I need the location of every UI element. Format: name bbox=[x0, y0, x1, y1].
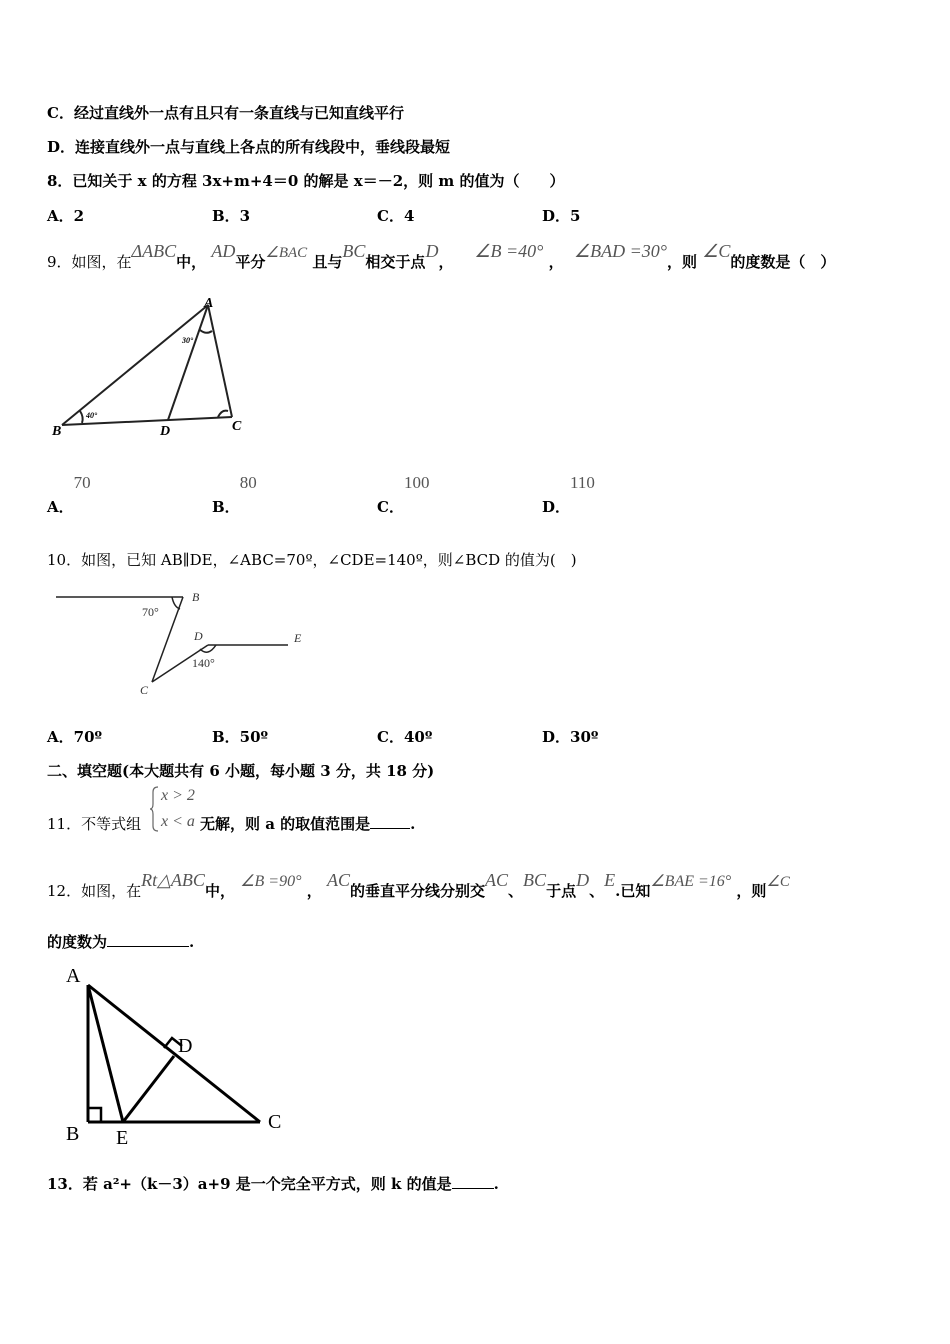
label-140: 140° bbox=[192, 656, 215, 670]
text: 13．若 a²+（k－3）a+9 是一个完全平方式，则 k 的值是 bbox=[47, 1175, 452, 1193]
letter: A． bbox=[47, 498, 74, 516]
q8-stem: 8．已知关于 x 的方程 3x+m+4＝0 的解是 x＝－2，则 m 的值为（ ） bbox=[47, 172, 565, 190]
text: ， bbox=[438, 253, 454, 271]
q8-option-c: C．4 bbox=[377, 207, 415, 225]
section-2-heading: 二、填空题(本大题共有 6 小题，每小题 3 分，共 18 分) bbox=[47, 762, 435, 780]
math: D bbox=[425, 241, 439, 261]
text: . bbox=[493, 1175, 499, 1193]
math: ∠C bbox=[702, 241, 731, 261]
label-angle-b: 40° bbox=[86, 411, 98, 420]
math: D bbox=[576, 870, 590, 890]
math: BC bbox=[523, 870, 547, 890]
text: . bbox=[410, 815, 416, 833]
q10-figure bbox=[50, 585, 310, 700]
value: 110 bbox=[570, 473, 595, 492]
math: AC bbox=[485, 870, 509, 890]
q10-option-c: C．40º bbox=[377, 728, 433, 746]
q8-option-a: A．2 bbox=[47, 207, 85, 225]
label-70: 70° bbox=[142, 605, 159, 619]
q7-option-d: D．连接直线外一点与直线上各点的所有线段中，垂线段最短 bbox=[47, 138, 451, 156]
text: 、 bbox=[589, 882, 605, 900]
text: 10．如图，已知 AB∥DE，∠ABC=70º，∠CDE=140º，则∠BCD 的值为( ) bbox=[47, 551, 577, 569]
text: 于点 bbox=[546, 882, 577, 900]
text: 的度数为 bbox=[47, 933, 108, 951]
text: . bbox=[189, 933, 195, 951]
label-c: C bbox=[140, 683, 149, 697]
letter: C． bbox=[377, 498, 404, 516]
math: BC bbox=[342, 241, 366, 261]
math: ΔABC bbox=[131, 241, 177, 261]
label-e: E bbox=[116, 1127, 129, 1149]
text: 11．不等式组 bbox=[47, 815, 142, 833]
q8-option-b: B．3 bbox=[212, 207, 251, 225]
q10-option-b: B．50º bbox=[212, 728, 269, 746]
math: ∠B =40° bbox=[474, 241, 544, 261]
text: 的度数是（ ） bbox=[730, 253, 836, 271]
q11-stem bbox=[47, 813, 415, 834]
label-b: B bbox=[52, 424, 62, 439]
math: ∠C bbox=[766, 874, 790, 890]
value: 70 bbox=[73, 473, 91, 492]
text: 、 bbox=[508, 882, 524, 900]
value: 80 bbox=[239, 473, 257, 492]
letter: B． bbox=[212, 498, 240, 516]
text: 12．如图，在 bbox=[47, 882, 142, 900]
label-b: B bbox=[66, 1123, 80, 1145]
math: ∠B =90° bbox=[240, 873, 302, 890]
label-d: D bbox=[178, 1035, 193, 1057]
q8-option-d: D．5 bbox=[542, 207, 581, 225]
q10-option-a: A．70º bbox=[47, 728, 103, 746]
answer-blank[interactable] bbox=[370, 828, 410, 829]
q9-option-b bbox=[212, 473, 257, 516]
text: ， bbox=[306, 882, 322, 900]
value: 100 bbox=[403, 473, 430, 492]
q9-stem bbox=[47, 241, 836, 272]
label-c: C bbox=[268, 1111, 282, 1133]
math: AC bbox=[326, 870, 350, 890]
q9-num: 9．如图，在 bbox=[47, 253, 132, 271]
text: 中， bbox=[204, 882, 235, 900]
label-a: A bbox=[66, 965, 81, 987]
letter: D． bbox=[542, 498, 571, 516]
label-c: C bbox=[232, 419, 242, 434]
inequality-1: x > 2 bbox=[161, 787, 195, 804]
inequality-2: x < a bbox=[161, 813, 195, 830]
label-d: D bbox=[160, 424, 171, 439]
text: 的垂直平分线分别交 bbox=[350, 882, 486, 900]
text: 相交于点 bbox=[365, 253, 426, 271]
q12-stem bbox=[47, 870, 790, 901]
text: .已知 bbox=[615, 882, 651, 900]
text: ， bbox=[548, 253, 564, 271]
text: 且与 bbox=[312, 253, 343, 271]
math: AD bbox=[211, 241, 236, 261]
math: ∠BAE =16° bbox=[650, 873, 732, 890]
text: ，则 bbox=[736, 882, 767, 900]
answer-blank[interactable] bbox=[452, 1188, 494, 1189]
label-d: D bbox=[194, 629, 203, 643]
q13-stem bbox=[47, 1173, 499, 1194]
math: Rt△ABC bbox=[141, 870, 205, 890]
q9-option-a bbox=[47, 473, 91, 516]
text: 无解，则 a 的取值范围是 bbox=[200, 815, 371, 833]
math: E bbox=[604, 870, 616, 890]
math: ∠BAD =30° bbox=[574, 241, 668, 261]
q10-stem bbox=[47, 549, 577, 570]
q12-figure bbox=[60, 960, 320, 1150]
math: ∠BAC bbox=[265, 245, 308, 261]
label-b: B bbox=[192, 590, 200, 604]
answer-blank[interactable] bbox=[107, 946, 189, 947]
text: 中， bbox=[176, 253, 207, 271]
text: 平分 bbox=[235, 253, 266, 271]
q7-option-c: C．经过直线外一点有且只有一条直线与已知直线平行 bbox=[47, 104, 404, 122]
q9-option-c bbox=[377, 473, 430, 516]
text: ，则 bbox=[667, 253, 698, 271]
q9-option-d bbox=[542, 473, 595, 516]
q10-option-d: D．30º bbox=[542, 728, 599, 746]
label-e: E bbox=[294, 631, 302, 645]
q9-triangle-figure bbox=[50, 295, 280, 440]
label-angle-bad: 30° bbox=[182, 336, 194, 345]
q12-line2 bbox=[47, 931, 194, 952]
label-a: A bbox=[204, 296, 214, 311]
